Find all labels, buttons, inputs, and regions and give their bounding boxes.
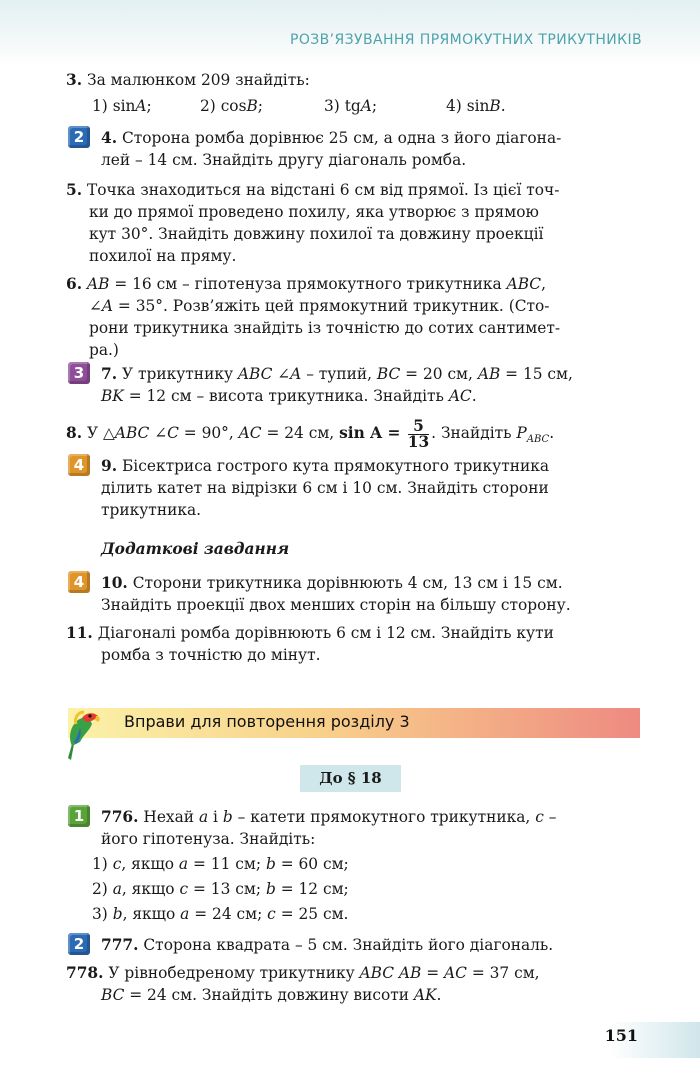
fraction-numerator: 5 <box>413 416 424 435</box>
task-7-line-2 <box>101 385 477 407</box>
math-var: c <box>535 808 544 826</box>
math-var: ABC ∠C <box>114 424 179 442</box>
task-text: – <box>543 808 557 826</box>
task-text: , якщо <box>121 880 180 898</box>
sub-label: 2) <box>92 880 113 898</box>
exercise-776-line-1 <box>101 806 556 828</box>
task-9-line-1 <box>101 455 549 477</box>
math-var: c <box>112 855 122 873</box>
task-3-item-1 <box>92 95 152 117</box>
math-var: b <box>222 808 233 826</box>
task-3-line-1 <box>66 69 310 91</box>
math-var: c <box>267 905 276 923</box>
task-text: = 24 см; <box>189 905 268 923</box>
task-number: 9. <box>101 457 118 475</box>
task-text: = 12 см – висота трикутника. Знайдіть <box>123 387 449 405</box>
math-var: c <box>179 880 189 898</box>
math-var: b <box>112 905 123 923</box>
level-3-badge-icon: 3 <box>68 362 90 384</box>
paragraph-label: До § 18 <box>300 765 401 792</box>
task-5-line-2: ки до прямої проведено похилу, яка утворює з прямою <box>89 203 539 221</box>
running-header: РОЗВ’ЯЗУВАННЯ ПРЯМОКУТНИХ ТРИКУТНИКІВ <box>290 32 642 48</box>
task-text: Бісектриса гострого кута прямокутного трикутника <box>121 457 550 475</box>
task-text: Точка знаходиться на відстані 6 см від прямої. Із цієї точ- <box>86 181 560 199</box>
fraction-denominator: 13 <box>407 432 430 451</box>
math-var: b <box>265 855 276 873</box>
task-text: = 20 см, <box>400 365 478 383</box>
item-var: B <box>246 97 258 115</box>
task-text: = 16 см – гіпотенуза прямокутного трикутника <box>109 275 507 293</box>
math-var: a <box>112 880 122 898</box>
extra-tasks-heading: Додаткові завдання <box>101 540 290 558</box>
task-number: 4. <box>101 129 118 147</box>
math-var: AC <box>448 387 472 405</box>
task-5-line-4: похилої на пряму. <box>89 247 237 265</box>
task-number: 8. <box>66 424 83 442</box>
task-6-line-1 <box>66 273 546 295</box>
item-sep: ; <box>371 97 378 115</box>
task-text: У рівнобедреному трикутнику <box>108 964 360 982</box>
math-var: AC <box>444 964 467 982</box>
exercise-777-line-1 <box>101 934 553 956</box>
task-11-line-2: ромба з точністю до мінут. <box>101 646 321 664</box>
task-text: . <box>436 986 442 1004</box>
task-text: . <box>549 424 555 442</box>
task-text: – катети прямокутного трикутника, <box>232 808 536 826</box>
math-var: BC <box>101 986 125 1004</box>
task-9-line-2: ділить катет на відрізки 6 см і 10 см. Знайдіть сторони <box>101 479 549 497</box>
task-9-line-3: трикутника. <box>101 501 202 519</box>
task-text: = 90°, <box>178 424 239 442</box>
item-sep: ; <box>146 97 152 115</box>
item-label: 1) sin <box>92 97 136 115</box>
task-text: = 24 см. Знайдіть довжину висоти <box>124 986 414 1004</box>
task-text: = 37 см, <box>466 964 540 982</box>
task-text: , якщо <box>121 855 179 873</box>
math-var: AB <box>86 275 110 293</box>
math-subscript: ABC <box>526 434 550 445</box>
task-number: 11. <box>66 624 93 642</box>
task-text: і <box>208 808 223 826</box>
task-6-line-4: ра.) <box>89 341 119 359</box>
task-text: = 24 см, <box>261 424 340 442</box>
sub-label: 3) <box>92 905 113 923</box>
task-3-item-3 <box>324 95 377 117</box>
task-text: , якщо <box>122 905 181 923</box>
item-label: 3) tg <box>324 97 361 115</box>
math-var: a <box>198 808 209 826</box>
section-title: Вправи для повторення розділу 3 <box>124 712 410 731</box>
task-text: . <box>471 387 477 405</box>
item-sep: . <box>500 97 506 115</box>
task-text: = 15 см, <box>500 365 573 383</box>
math-var: ABC <box>506 275 542 293</box>
math-var: ∠A <box>89 297 114 315</box>
level-4-badge-icon: 4 <box>68 571 90 593</box>
task-text: У △ <box>86 424 115 442</box>
task-number: 5. <box>66 181 83 199</box>
page-number: 151 <box>604 1026 638 1045</box>
task-number: 10. <box>101 574 128 592</box>
parrot-icon <box>62 704 102 764</box>
task-7-line-1 <box>101 363 573 385</box>
math-var: BC <box>376 365 401 383</box>
task-text: У трикутнику <box>121 365 238 383</box>
level-2-badge-icon: 2 <box>68 933 90 955</box>
exercise-776-line-2: його гіпотенуза. Знайдіть: <box>101 830 316 848</box>
task-text: Нехай <box>143 808 199 826</box>
task-6-line-3: рони трикутника знайдіть із точністю до сотих сантимет- <box>89 319 561 337</box>
task-5-line-3: кут 30°. Знайдіть довжину похилої та довжину проекції <box>89 225 544 243</box>
math-var: a <box>178 855 189 873</box>
task-text: Сторони трикутника дорівнюють 4 см, 13 см і 15 см. <box>132 574 563 592</box>
math-expr: sin A <box>339 424 383 442</box>
task-8-line-1 <box>66 417 554 456</box>
task-text: . Знайдіть <box>431 424 517 442</box>
math-var: b <box>265 880 276 898</box>
task-number: 6. <box>66 275 83 293</box>
task-6-line-2 <box>89 295 549 317</box>
task-10-line-2: Знайдіть проекції двох менших сторін на більшу сторону. <box>101 596 571 614</box>
task-text: Сторона ромба дорівнює 25 см, а одна з його діагона- <box>121 129 562 147</box>
task-text: = 60 см; <box>275 855 349 873</box>
math-var: BK <box>101 387 124 405</box>
task-number: 7. <box>101 365 118 383</box>
item-var: A <box>360 97 372 115</box>
exercise-778-line-2 <box>101 984 441 1006</box>
fraction <box>407 416 430 451</box>
task-text: = 25 см. <box>275 905 349 923</box>
item-label: 2) cos <box>200 97 247 115</box>
task-3-item-2 <box>200 95 263 117</box>
math-var: ABC AB <box>359 964 422 982</box>
task-text: Діагоналі ромба дорівнюють 6 см і 12 см. Знайдіть кути <box>97 624 554 642</box>
task-text: Сторона квадрата – 5 см. Знайдіть його діагональ. <box>143 936 554 954</box>
exercise-number: 776. <box>101 808 139 826</box>
math-expr: = <box>382 424 406 442</box>
task-text: = 12 см; <box>275 880 349 898</box>
task-text: = 35°. Розв’яжіть цей прямокутний трикутник. (Сто- <box>113 297 550 315</box>
task-10-line-1 <box>101 572 563 594</box>
math-var: AB <box>477 365 501 383</box>
task-5-line-1 <box>66 179 559 201</box>
math-var: P <box>516 424 527 442</box>
item-var: A <box>135 97 147 115</box>
task-text: = <box>421 964 445 982</box>
item-label: 4) sin <box>446 97 490 115</box>
math-var: a <box>180 905 190 923</box>
math-var: AK <box>413 986 437 1004</box>
exercise-776-sub-2 <box>92 878 349 900</box>
exercise-778-line-1 <box>66 962 540 984</box>
item-sep: ; <box>257 97 263 115</box>
task-4-line-2: лей – 14 см. Знайдіть другу діагональ ромба. <box>101 151 467 169</box>
math-var: ABC ∠A <box>237 365 302 383</box>
exercise-number: 777. <box>101 936 139 954</box>
task-text: = 11 см; <box>188 855 266 873</box>
task-text: = 13 см; <box>188 880 266 898</box>
level-4-badge-icon: 4 <box>68 454 90 476</box>
task-number: 3. <box>66 71 83 89</box>
exercise-776-sub-1 <box>92 853 349 875</box>
exercise-number: 778. <box>66 964 104 982</box>
item-var: B <box>489 97 501 115</box>
math-var: AC <box>238 424 262 442</box>
level-1-badge-icon: 1 <box>68 805 90 827</box>
task-3-item-4 <box>446 95 506 117</box>
sub-label: 1) <box>92 855 113 873</box>
task-4-line-1 <box>101 127 561 149</box>
task-text: , <box>541 275 546 293</box>
level-2-badge-icon: 2 <box>68 126 90 148</box>
task-11-line-1 <box>66 622 554 644</box>
task-text: – тупий, <box>301 365 377 383</box>
exercise-776-sub-3 <box>92 903 348 925</box>
task-text: За малюнком 209 знайдіть: <box>86 71 310 89</box>
